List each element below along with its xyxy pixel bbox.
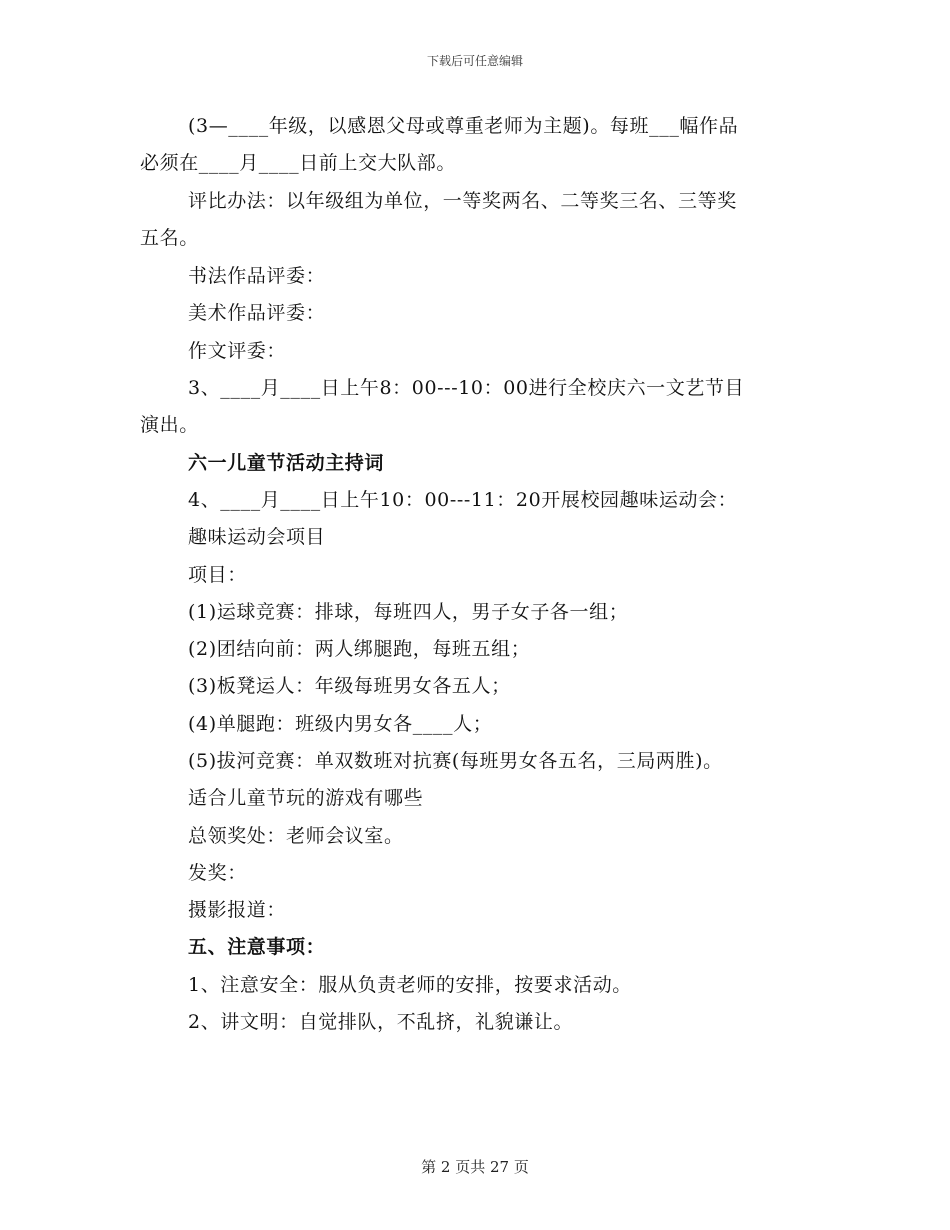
text-line: 项目： [188,564,247,586]
text-line: 演出。 [140,414,199,436]
text-line: 作文评委： [188,340,287,362]
list-item: 1、注意安全：服从负责老师的安排，按要求活动。 [188,974,632,996]
text-line: 摄影报道： [188,899,287,921]
page-header: 下载后可任意编辑 [426,54,523,68]
text-line: 五名。 [140,227,199,249]
text-line: 趣味运动会项目 [188,526,326,548]
text-line: 书法作品评委： [188,265,326,287]
page-footer: 第 2 页共 27 页 [421,1158,529,1176]
text-line: 评比办法：以年级组为单位，一等奖两名、二等奖三名、三等奖 [188,190,737,212]
list-item: (5)拔河竞赛：单双数班对抗赛(每班男女各五名，三局两胜)。 [188,750,723,772]
list-item: (1)运球竞赛：排球，每班四人，男子女子各一组； [188,601,629,623]
text-line: 发奖： [188,862,247,884]
text-line: (3—____年级，以感恩父母或尊重老师为主题)。每班___幅作品 [188,115,739,137]
list-item: 2、讲文明：自觉排队，不乱挤，礼貌谦让。 [188,1011,574,1033]
text-line: 美术作品评委： [188,302,326,324]
text-line: 3、____月____日上午8：00---10：00进行全校庆六一文艺节目 [188,377,745,399]
list-item: (3)板凳运人：年级每班男女各五人； [188,675,511,697]
text-line: 必须在____月____日前上交大队部。 [140,152,457,174]
list-item: (2)团结向前：两人绑腿跑，每班五组； [188,638,531,660]
section-heading: 六一儿童节活动主持词 [188,452,385,474]
list-item: (4)单腿跑：班级内男女各____人； [188,713,493,735]
section-heading: 五、注意事项： [188,936,326,958]
text-line: 总领奖处：老师会议室。 [188,825,404,847]
text-line: 适合儿童节玩的游戏有哪些 [188,787,424,809]
text-line: 4、____月____日上午10：00---11：20开展校园趣味运动会： [188,489,738,511]
